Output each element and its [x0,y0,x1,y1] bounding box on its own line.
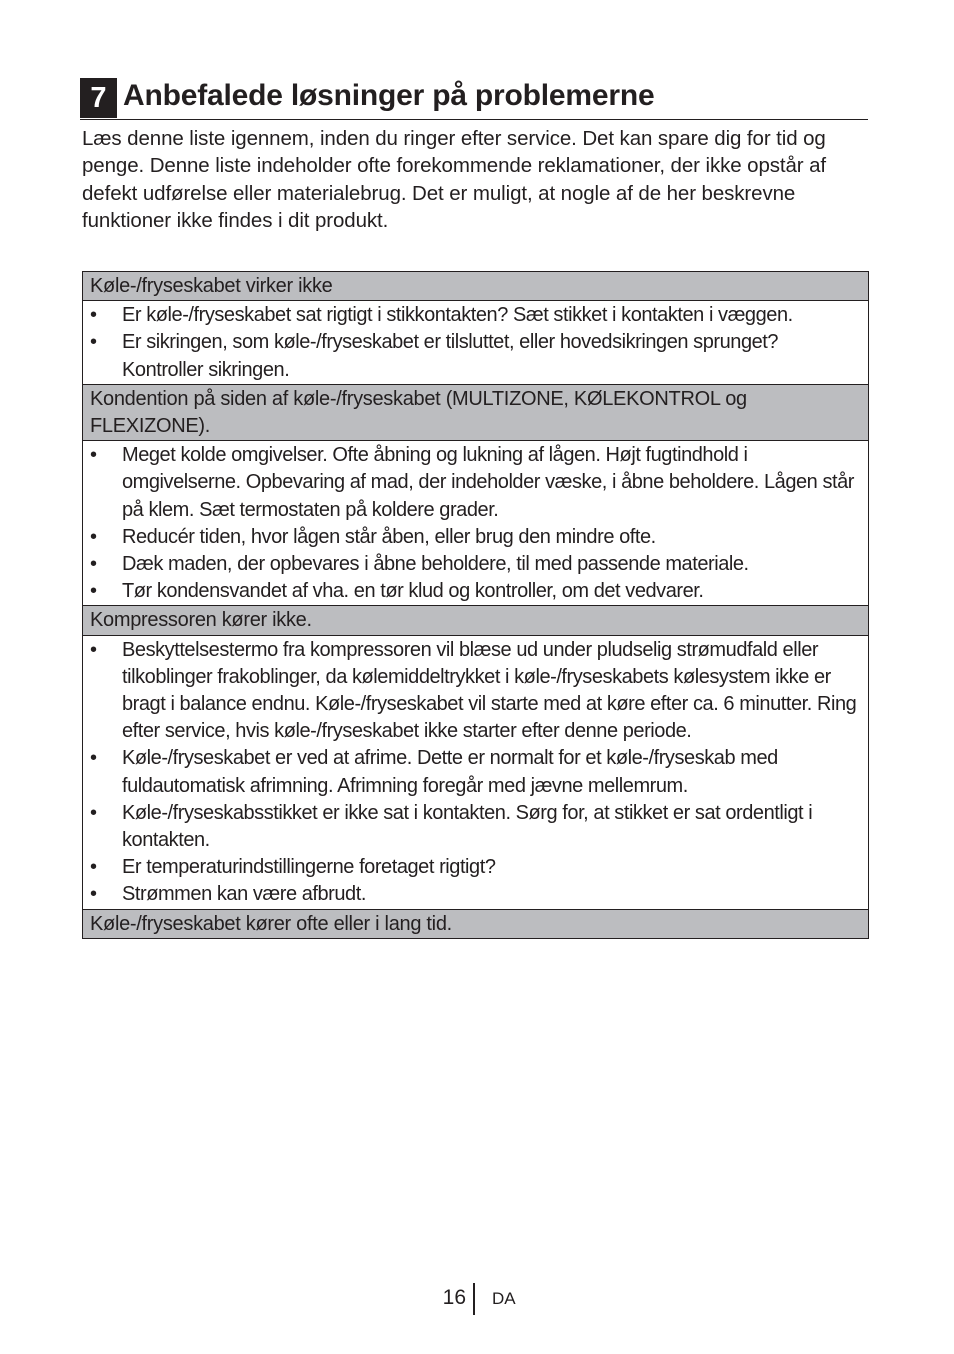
list-item [90,854,862,881]
list-item [90,551,862,578]
list-item [90,800,862,854]
bullet-icon: • [90,747,97,770]
bullet-icon: • [90,856,97,879]
list-item-text: Dæk maden, der opbevares i åbne beholdere, til med passende materiale. [122,553,749,576]
bullet-icon: • [90,444,97,467]
troubleshooting-table [82,271,869,939]
section-body [83,636,868,910]
list-item [90,578,862,605]
bullet-icon: • [90,883,97,906]
section-heading [80,78,868,120]
section-header: Kompressoren kører ikke. [83,606,868,635]
bullet-icon: • [90,580,97,603]
list-item-text: Meget kolde omgivelser. Ofte åbning og lukning af lågen. Højt fugtindhold i omgivelserne. Opbevaring af mad, der indeholder væske, i åbne beholdere. Lågen står på klem. Sæt termostaten på koldere grader. [122,444,855,521]
page-footer [0,1283,954,1315]
list-item-text: Er sikringen, som køle-/fryseskabet er tilsluttet, eller hovedsikringen sprunget? Kontroller sikringen. [122,331,779,381]
language-code: DA [492,1289,516,1308]
list-item-text: Strømmen kan være afbrudt. [122,883,366,906]
list-item [90,442,862,524]
list-item-text: Tør kondensvandet af vha. en tør klud og kontroller, om det vedvarer. [122,580,704,603]
list-item [90,745,862,799]
list-item [90,637,862,746]
bullet-icon: • [90,331,97,354]
footer-divider [473,1283,475,1315]
list-item [90,881,862,908]
bullet-icon: • [90,525,97,548]
page-number: 16 [442,1286,466,1309]
list-item-text: Beskyttelsestermo fra kompressoren vil blæse ud under pludselig strømudfald eller tilkoblinger frakoblinger, da kølemiddeltrykket i køle-/fryseskabets kølesystem ikke er bragt i balance endnu. Køle-/fryseskabet vil starte med at køre efter ca. 6 minutter. Ring efter service, hvis køle-/fryseskabet ikke starter efter denne periode. [122,638,857,743]
section-body [83,441,868,606]
page-title: Anbefalede løsninger på problemerne [123,79,655,112]
list-item [90,302,862,329]
section-header: Køle-/fryseskabet kører ofte eller i lang tid. [83,910,868,938]
bullet-icon: • [90,638,97,661]
list-item-text: Køle-/fryseskabsstikket er ikke sat i kontakten. Sørg for, at stikket er sat ordentligt i kontakten. [122,801,813,852]
bullet-icon: • [90,553,97,576]
list-item [90,329,862,383]
list-item-text: Er køle-/fryseskabet sat rigtigt i stikkontakten? Sæt stikket i kontakten i væggen. [122,304,793,327]
bullet-icon: • [90,801,97,824]
list-item-text: Køle-/fryseskabet er ved at afrime. Dette er normalt for et køle-/fryseskab med fuldautomatisk afrimning. Afrimning foregår med jævne mellemrum. [122,747,778,797]
bullet-icon: • [90,304,97,327]
section-body [83,301,868,385]
section-header: Køle-/fryseskabet virker ikke [83,272,868,301]
section-number-badge: 7 [80,78,117,118]
list-item-text: Er temperaturindstillingerne foretaget rigtigt? [122,856,496,879]
list-item [90,524,862,551]
intro-paragraph: Læs denne liste igennem, inden du ringer efter service. Det kan spare dig for tid og penge. Denne liste indeholder ofte forekommende reklamationer, der ikke opstår af defekt udførelse eller materialebrug. Det er muligt, at nogle af de her beskrevne funktioner ikke findes i dit produkt. [82,127,827,232]
list-item-text: Reducér tiden, hvor lågen står åben, eller brug den mindre ofte. [122,525,656,548]
section-header: Kondention på siden af køle-/fryseskabet (MULTIZONE, KØLEKONTROL og FLEXIZONE). [83,385,868,441]
